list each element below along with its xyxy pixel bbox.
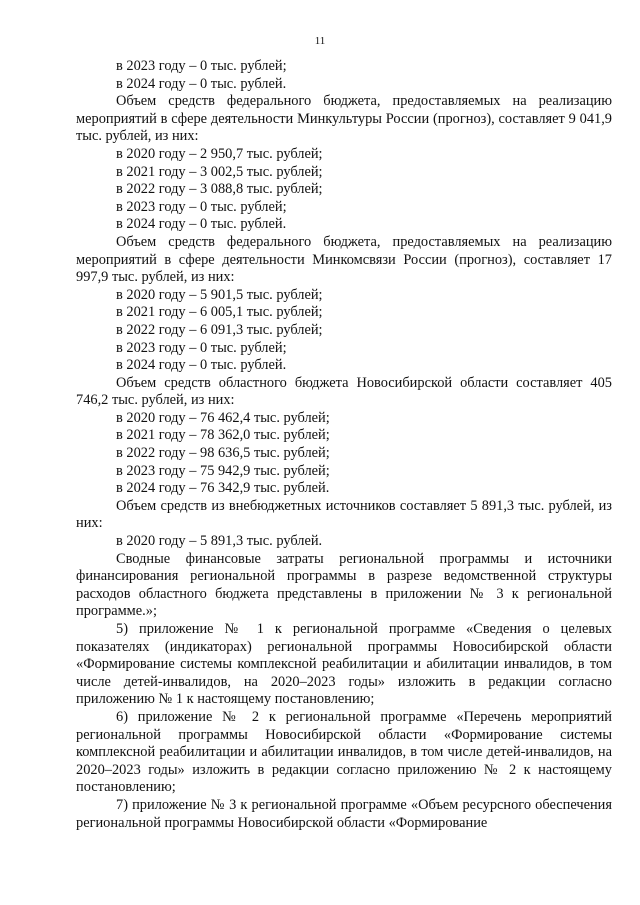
text-line: в 2022 году – 3 088,8 тыс. рублей; xyxy=(116,181,323,198)
text-line: в 2020 году – 2 950,7 тыс. рублей; xyxy=(116,145,323,162)
paragraph: Объем средств областного бюджета Новосибирской области составляет 405 746,2 тыс. рублей, из них: xyxy=(76,374,612,409)
text-line: в 2024 году – 0 тыс. рублей. xyxy=(116,216,287,233)
text-line: в 2020 году – 76 462,4 тыс. рублей; xyxy=(116,409,330,426)
text-line: в 2023 году – 0 тыс. рублей; xyxy=(116,198,287,215)
page-number: 11 xyxy=(314,35,326,47)
paragraph: Объем средств федерального бюджета, предоставляемых на реализацию мероприятий в сфере деятельности Минкультуры России (прогноз), составляет 9 041,9 тыс. рублей, из них: xyxy=(76,93,612,145)
text-line: в 2024 году – 0 тыс. рублей. xyxy=(116,75,287,92)
text-line: в 2020 году – 5 891,3 тыс. рублей. xyxy=(116,533,323,550)
paragraph: Объем средств федерального бюджета, предоставляемых на реализацию мероприятий в сфере деятельности Минкомсвязи России (прогноз), составляет 17 997,9 тыс. рублей, из них: xyxy=(76,233,612,286)
body-text xyxy=(76,58,612,832)
text-line: в 2024 году – 76 342,9 тыс. рублей. xyxy=(116,480,330,497)
paragraph: 7) приложение № 3 к региональной программе «Объем ресурсного обеспечения региональной программы Новосибирской области «Формирование xyxy=(76,796,612,831)
text-line: в 2022 году – 6 091,3 тыс. рублей; xyxy=(116,321,323,338)
text-line: в 2021 году – 78 362,0 тыс. рублей; xyxy=(116,427,330,444)
text-line: в 2021 году – 6 005,1 тыс. рублей; xyxy=(116,304,323,321)
text-line: в 2020 году – 5 901,5 тыс. рублей; xyxy=(116,286,323,303)
text-line: в 2024 году – 0 тыс. рублей. xyxy=(116,357,287,374)
paragraph: 5) приложение № 1 к региональной программе «Сведения о целевых показателях (индикаторах) региональной программы Новосибирской области «Формирование системы комплексной реабилитации и абилитации инвалидов, в том числе детей-инвалидов, на 2020–2023 годы» изложить в редакции согласно приложению № 1 к настоящему постановлению; xyxy=(76,621,612,708)
paragraph: 6) приложение № 2 к региональной программе «Перечень мероприятий региональной программы Новосибирской области «Формирование системы комплексной реабилитации и абилитации инвалидов, в том числе детей-инвалидов, на 2020–2023 годы» изложить в редакции согласно приложению № 2 к настоящему постановлению; xyxy=(76,708,612,796)
text-line: в 2022 году – 98 636,5 тыс. рублей; xyxy=(116,445,330,462)
text-line: в 2021 году – 3 002,5 тыс. рублей; xyxy=(116,163,323,180)
text-line: в 2023 году – 0 тыс. рублей; xyxy=(116,339,287,356)
text-line: в 2023 году – 0 тыс. рублей; xyxy=(116,58,287,74)
paragraph: Сводные финансовые затраты региональной программы и источники финансирования региональной программы в разрезе ведомственной структуры расходов областного бюджета представлены в приложении № 3 к региональной программе.»; xyxy=(76,550,612,620)
paragraph: Объем средств из внебюджетных источников составляет 5 891,3 тыс. рублей, из них: xyxy=(76,497,612,532)
text-line: в 2023 году – 75 942,9 тыс. рублей; xyxy=(116,462,330,479)
